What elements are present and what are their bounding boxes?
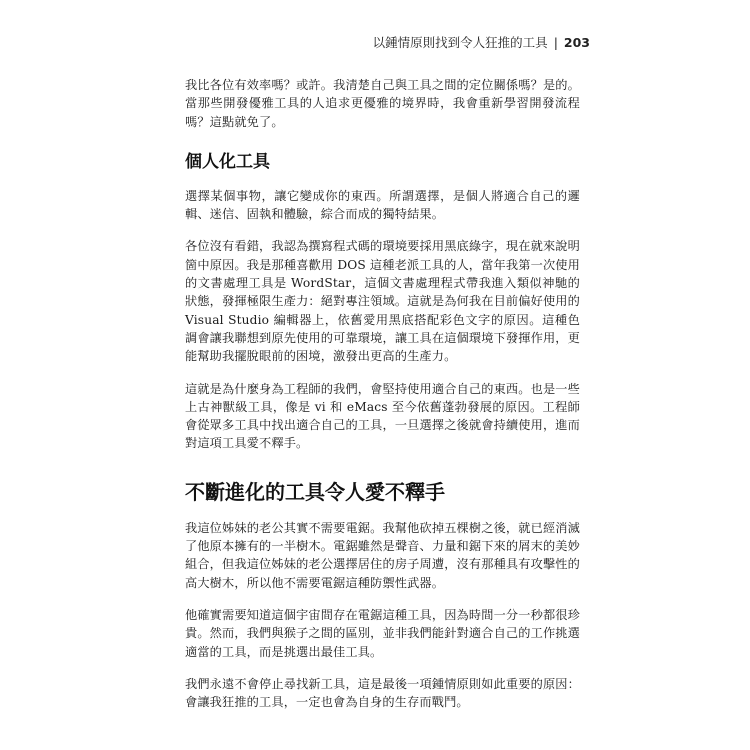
- paragraph: 他確實需要知道這個宇宙間存在電鋸這種工具，因為時間一分一秒都很珍貴。然而，我們與猴子之間的區別，並非我們能針對適合自己的工作挑選適當的工具，而是挑選出最佳工具。: [185, 607, 580, 659]
- paragraph: 這就是為什麼身為工程師的我們，會堅持使用適合自己的東西。也是一些上古神獸級工具，像是 vi 和 eMacs 至今依舊蓬勃發展的原因。工程師會從眾多工具中找出適合自己的工具，一旦選擇之後就會持續使用，進而對這項工具愛不釋手。: [185, 381, 580, 451]
- paragraph-final: [185, 675, 580, 712]
- section-heading-evolving-tools: 不斷進化的工具令人愛不釋手: [185, 479, 445, 504]
- page-number: 203: [563, 35, 590, 50]
- paragraph: 各位沒有看錯，我認為撰寫程式碼的環境要採用黑底綠字，現在就來說明箇中原因。我是那種喜歡用 DOS 這種老派工具的人，當年我第一次使用的文書處理工具是 WordStar，這個文書處理程式帶我進入類似神馳的狀態，發揮極限生產力：絕對專注領域。這就是為何我在目前偏好使用的 Visual Studio 編輯器上，依舊愛用黑底搭配彩色文字的原因。這種色調會讓我聯想到原先使用的可靠環境，讓工具在這個環境下發揮作用，更能幫助我擺脫眼前的困境，激發出更高的生產力。: [185, 239, 580, 364]
- paragraph: 我這位姊妹的老公其實不需要電鋸。我幫他砍掉五棵樹之後，就已經消滅了他原本擁有的一半樹木。電鋸雖然是聲音、力量和鋸下來的屑末的美妙組合，但我這位姊妹的老公選擇居住的房子周遭，沒有那種具有攻擊性的高大樹木，所以他不需要電鋸這種防禦性武器。: [185, 520, 580, 590]
- running-header: [373, 33, 590, 51]
- header-separator: |: [553, 35, 558, 50]
- paragraph: 選擇某個事物，讓它變成你的東西。所謂選擇，是個人將適合自己的邏輯、迷信、固執和體驗，綜合而成的獨特結果。: [185, 188, 580, 222]
- paragraph: 我比各位有效率嗎？或許。我清楚自己與工具之間的定位關係嗎？是的。當那些開發優雅工具的人追求更優雅的境界時，我會重新學習開發流程嗎？這點就免了。: [185, 78, 580, 129]
- page-body: [185, 76, 580, 725]
- paragraph-lead: 我們永遠不會停止尋找新工具，這是最後一項鍾情原則如此重要的原因：: [185, 676, 580, 691]
- chapter-title: 以鍾情原則找到令人狂推的工具: [372, 35, 548, 50]
- section-heading-personalize: 個人化工具: [185, 151, 270, 172]
- emphasis-quote: 會讓我狂推的工具，一定也會為自身的生存而戰鬥。: [185, 695, 469, 710]
